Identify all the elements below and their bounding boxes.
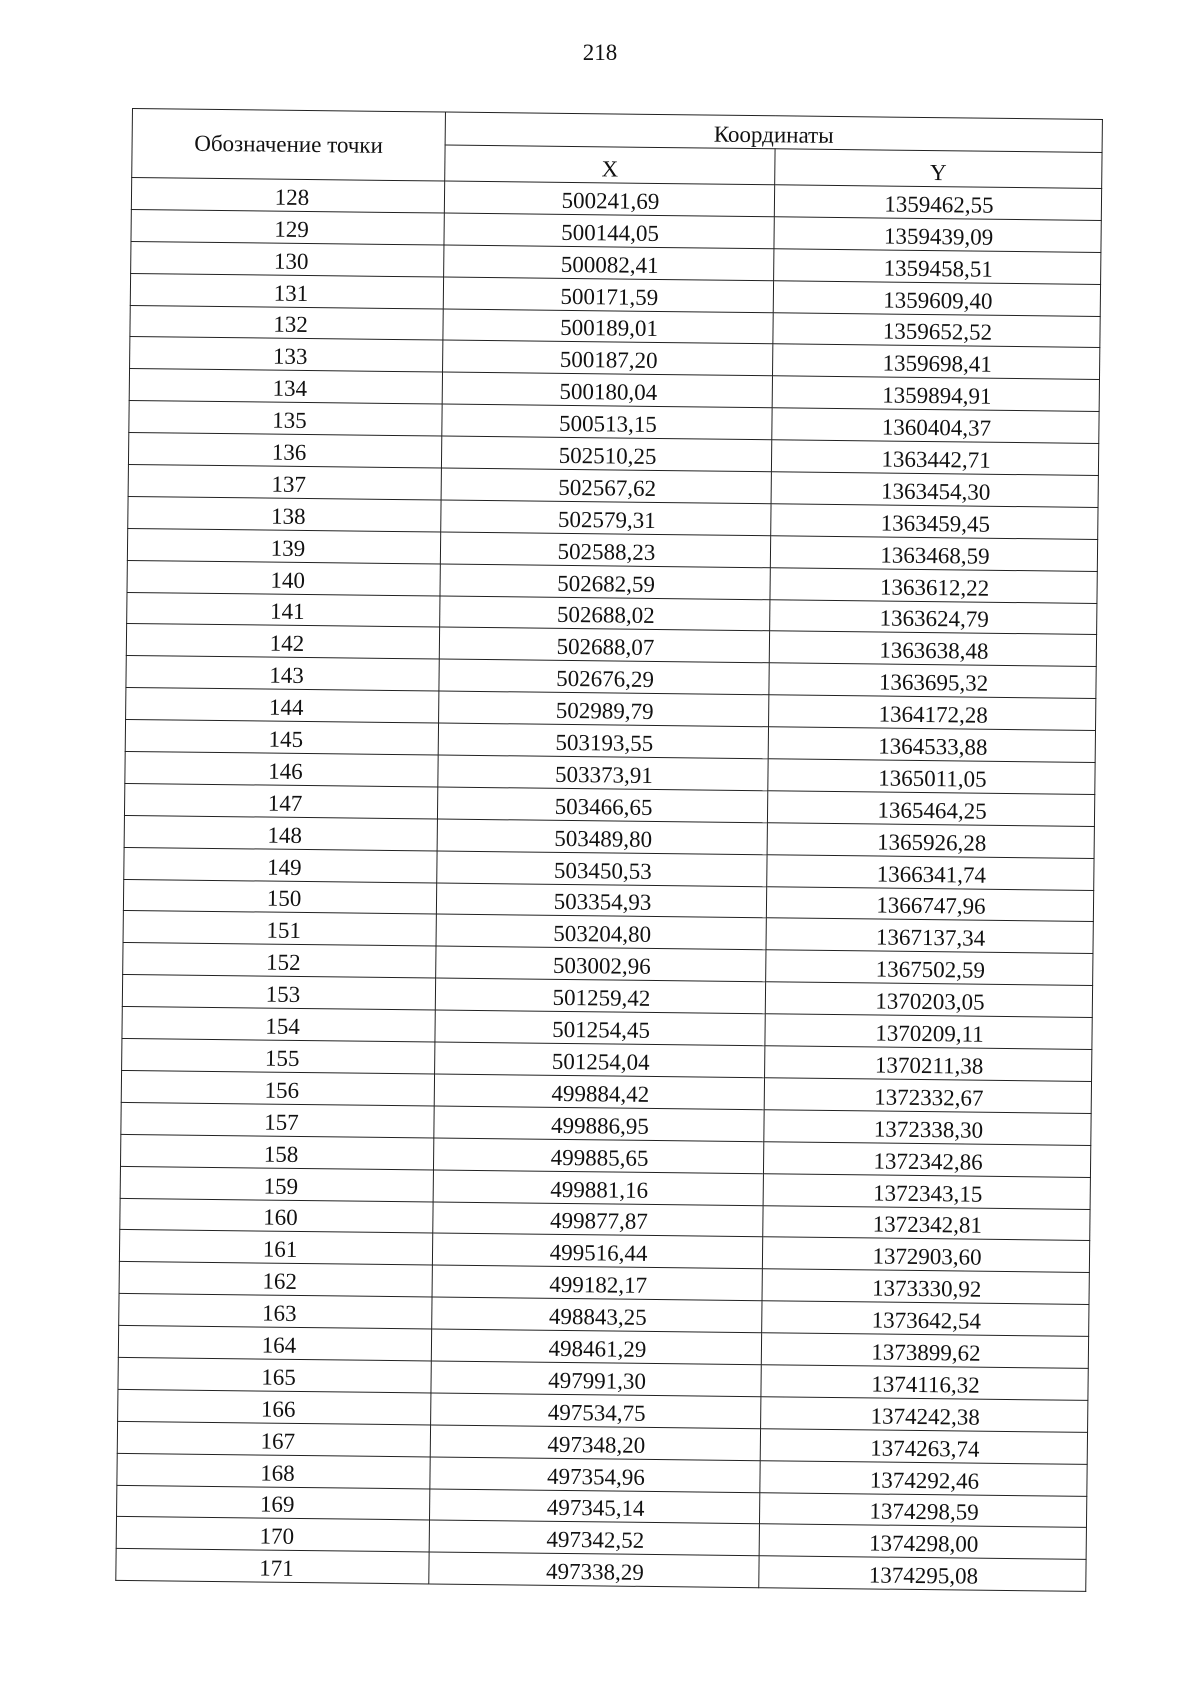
- point-number-cell: 170: [116, 1517, 429, 1552]
- x-coordinate-cell: 502588,23: [440, 532, 770, 568]
- y-coordinate-cell: 1372903,60: [762, 1237, 1089, 1273]
- x-coordinate-cell: 500187,20: [443, 340, 773, 376]
- page-number: 218: [582, 40, 618, 65]
- point-number-cell: 140: [127, 560, 440, 595]
- y-coordinate-cell: 1363459,45: [771, 504, 1098, 540]
- point-number-cell: 159: [120, 1166, 433, 1201]
- y-coordinate-cell: 1372338,30: [764, 1110, 1091, 1146]
- point-number-cell: 136: [128, 433, 441, 468]
- x-coordinate-cell: 497342,52: [429, 1520, 759, 1556]
- x-coordinate-cell: 502989,79: [439, 691, 769, 727]
- x-coordinate-cell: 499182,17: [432, 1265, 762, 1301]
- x-column-header: X: [445, 146, 775, 185]
- x-coordinate-cell: 503489,80: [437, 819, 767, 855]
- y-coordinate-cell: 1363454,30: [771, 472, 1098, 508]
- x-coordinate-cell: 500189,01: [443, 309, 773, 345]
- y-coordinate-cell: 1363468,59: [770, 536, 1097, 572]
- y-coordinate-cell: 1370211,38: [765, 1046, 1092, 1082]
- y-coordinate-cell: 1373899,62: [761, 1333, 1088, 1369]
- point-number-cell: 171: [116, 1549, 429, 1584]
- y-coordinate-cell: 1374242,38: [761, 1397, 1088, 1433]
- y-coordinate-cell: 1365464,25: [767, 791, 1094, 827]
- x-coordinate-cell: 502688,02: [440, 596, 770, 632]
- x-coordinate-cell: 498843,25: [432, 1297, 762, 1333]
- y-coordinate-cell: 1373642,54: [762, 1301, 1089, 1337]
- y-coordinate-cell: 1359609,40: [773, 280, 1100, 316]
- point-number-cell: 135: [129, 401, 442, 436]
- point-number-cell: 131: [130, 273, 443, 308]
- point-column-header: Обозначение точки: [132, 109, 446, 182]
- point-number-cell: 163: [119, 1294, 432, 1329]
- point-number-cell: 141: [127, 592, 440, 627]
- x-coordinate-cell: 497338,29: [429, 1552, 759, 1588]
- point-number-cell: 160: [120, 1198, 433, 1233]
- point-number-cell: 169: [117, 1485, 430, 1520]
- point-number-cell: 150: [123, 879, 436, 914]
- coordinates-column-header: Координаты: [445, 112, 1102, 153]
- x-coordinate-cell: 501254,04: [435, 1042, 765, 1078]
- coordinates-table-container: [115, 108, 1102, 1592]
- y-coordinate-cell: 1365011,05: [768, 759, 1095, 795]
- point-number-cell: 155: [122, 1038, 435, 1073]
- x-coordinate-cell: 497534,75: [431, 1393, 761, 1429]
- y-coordinate-cell: 1374116,32: [761, 1365, 1088, 1401]
- y-coordinate-cell: 1370209,11: [765, 1014, 1092, 1050]
- x-coordinate-cell: 502579,31: [441, 500, 771, 536]
- x-coordinate-cell: 500171,59: [443, 277, 773, 313]
- y-coordinate-cell: 1363638,48: [769, 631, 1096, 667]
- y-coordinate-cell: 1373330,92: [762, 1269, 1089, 1305]
- y-coordinate-cell: 1359458,51: [774, 249, 1101, 285]
- point-number-cell: 143: [126, 656, 439, 691]
- point-number-cell: 145: [125, 720, 438, 755]
- x-coordinate-cell: 501259,42: [435, 978, 765, 1014]
- point-number-cell: 149: [124, 847, 437, 882]
- point-number-cell: 151: [123, 911, 436, 946]
- y-coordinate-cell: 1363612,22: [770, 567, 1097, 603]
- y-coordinate-cell: 1363624,79: [770, 599, 1097, 635]
- y-coordinate-cell: 1374263,74: [760, 1428, 1087, 1464]
- x-coordinate-cell: 499885,65: [433, 1138, 763, 1174]
- point-number-cell: 132: [130, 305, 443, 340]
- y-coordinate-cell: 1374298,59: [759, 1492, 1086, 1528]
- point-number-cell: 142: [126, 624, 439, 659]
- point-number-cell: 137: [128, 464, 441, 499]
- point-number-cell: 153: [122, 975, 435, 1010]
- x-coordinate-cell: 499881,16: [433, 1170, 763, 1206]
- y-column-header: Y: [775, 149, 1102, 188]
- x-coordinate-cell: 503204,80: [436, 914, 766, 950]
- point-number-cell: 157: [121, 1102, 434, 1137]
- x-coordinate-cell: 499516,44: [432, 1233, 762, 1269]
- point-number-cell: 129: [131, 209, 444, 244]
- y-coordinate-cell: 1372342,86: [763, 1141, 1090, 1177]
- y-coordinate-cell: 1367502,59: [766, 950, 1093, 986]
- x-coordinate-cell: 503466,65: [437, 787, 767, 823]
- point-number-cell: 139: [127, 528, 440, 563]
- x-coordinate-cell: 501254,45: [435, 1010, 765, 1046]
- x-coordinate-cell: 497345,14: [429, 1488, 759, 1524]
- point-number-cell: 161: [119, 1230, 432, 1265]
- x-coordinate-cell: 500180,04: [442, 372, 772, 408]
- x-coordinate-cell: 497348,20: [430, 1425, 760, 1461]
- x-coordinate-cell: 502567,62: [441, 468, 771, 504]
- x-coordinate-cell: 497354,96: [430, 1457, 760, 1493]
- x-coordinate-cell: 502688,07: [439, 627, 769, 663]
- y-coordinate-cell: 1360404,37: [772, 408, 1099, 444]
- x-coordinate-cell: 502682,59: [440, 564, 770, 600]
- y-coordinate-cell: 1366341,74: [767, 854, 1094, 890]
- point-number-cell: 133: [130, 337, 443, 372]
- x-coordinate-cell: 498461,29: [431, 1329, 761, 1365]
- point-number-cell: 138: [128, 496, 441, 531]
- point-number-cell: 134: [129, 369, 442, 404]
- point-number-cell: 166: [118, 1389, 431, 1424]
- y-coordinate-cell: 1364172,28: [769, 695, 1096, 731]
- y-coordinate-cell: 1359439,09: [774, 217, 1101, 253]
- point-number-cell: 128: [131, 178, 444, 213]
- x-coordinate-cell: 500241,69: [444, 181, 774, 217]
- y-coordinate-cell: 1364533,88: [768, 727, 1095, 763]
- y-coordinate-cell: 1366747,96: [766, 886, 1093, 922]
- point-number-cell: 147: [124, 783, 437, 818]
- point-number-cell: 144: [126, 688, 439, 723]
- point-number-cell: 164: [118, 1325, 431, 1360]
- x-coordinate-cell: 500082,41: [444, 245, 774, 281]
- point-number-cell: 152: [123, 943, 436, 978]
- y-coordinate-cell: 1372343,15: [763, 1173, 1090, 1209]
- point-number-cell: 130: [131, 241, 444, 276]
- point-number-cell: 148: [124, 815, 437, 850]
- x-coordinate-cell: 503193,55: [438, 723, 768, 759]
- x-coordinate-cell: 502510,25: [441, 436, 771, 472]
- table-header: [132, 109, 1103, 189]
- y-coordinate-cell: 1359652,52: [773, 312, 1100, 348]
- y-coordinate-cell: 1359462,55: [774, 185, 1101, 221]
- x-coordinate-cell: 500144,05: [444, 213, 774, 249]
- y-coordinate-cell: 1370203,05: [765, 982, 1092, 1018]
- x-coordinate-cell: 500513,15: [442, 404, 772, 440]
- x-coordinate-cell: 499884,42: [434, 1074, 764, 1110]
- table-body: [116, 178, 1102, 1592]
- coordinates-table: [115, 108, 1103, 1592]
- x-coordinate-cell: 499886,95: [434, 1106, 764, 1142]
- point-number-cell: 158: [120, 1134, 433, 1169]
- y-coordinate-cell: 1359894,91: [772, 376, 1099, 412]
- y-coordinate-cell: 1363442,71: [771, 440, 1098, 476]
- point-number-cell: 156: [121, 1070, 434, 1105]
- point-number-cell: 162: [119, 1262, 432, 1297]
- y-coordinate-cell: 1374292,46: [760, 1460, 1087, 1496]
- table-header-row: [132, 109, 1102, 153]
- point-number-cell: 154: [122, 1007, 435, 1042]
- y-coordinate-cell: 1363695,32: [769, 663, 1096, 699]
- x-coordinate-cell: 499877,87: [433, 1201, 763, 1237]
- y-coordinate-cell: 1367137,34: [766, 918, 1093, 954]
- point-number-cell: 168: [117, 1453, 430, 1488]
- point-number-cell: 165: [118, 1357, 431, 1392]
- x-coordinate-cell: 503373,91: [438, 755, 768, 791]
- y-coordinate-cell: 1372332,67: [764, 1078, 1091, 1114]
- point-number-cell: 146: [125, 751, 438, 786]
- x-coordinate-cell: 497991,30: [431, 1361, 761, 1397]
- y-coordinate-cell: 1372342,81: [763, 1205, 1090, 1241]
- x-coordinate-cell: 503002,96: [436, 946, 766, 982]
- x-coordinate-cell: 503450,53: [437, 851, 767, 887]
- y-coordinate-cell: 1359698,41: [772, 344, 1099, 380]
- y-coordinate-cell: 1374295,08: [759, 1556, 1086, 1592]
- y-coordinate-cell: 1365926,28: [767, 823, 1094, 859]
- x-coordinate-cell: 503354,93: [436, 883, 766, 919]
- point-number-cell: 167: [117, 1421, 430, 1456]
- y-coordinate-cell: 1374298,00: [759, 1524, 1086, 1560]
- x-coordinate-cell: 502676,29: [439, 659, 769, 695]
